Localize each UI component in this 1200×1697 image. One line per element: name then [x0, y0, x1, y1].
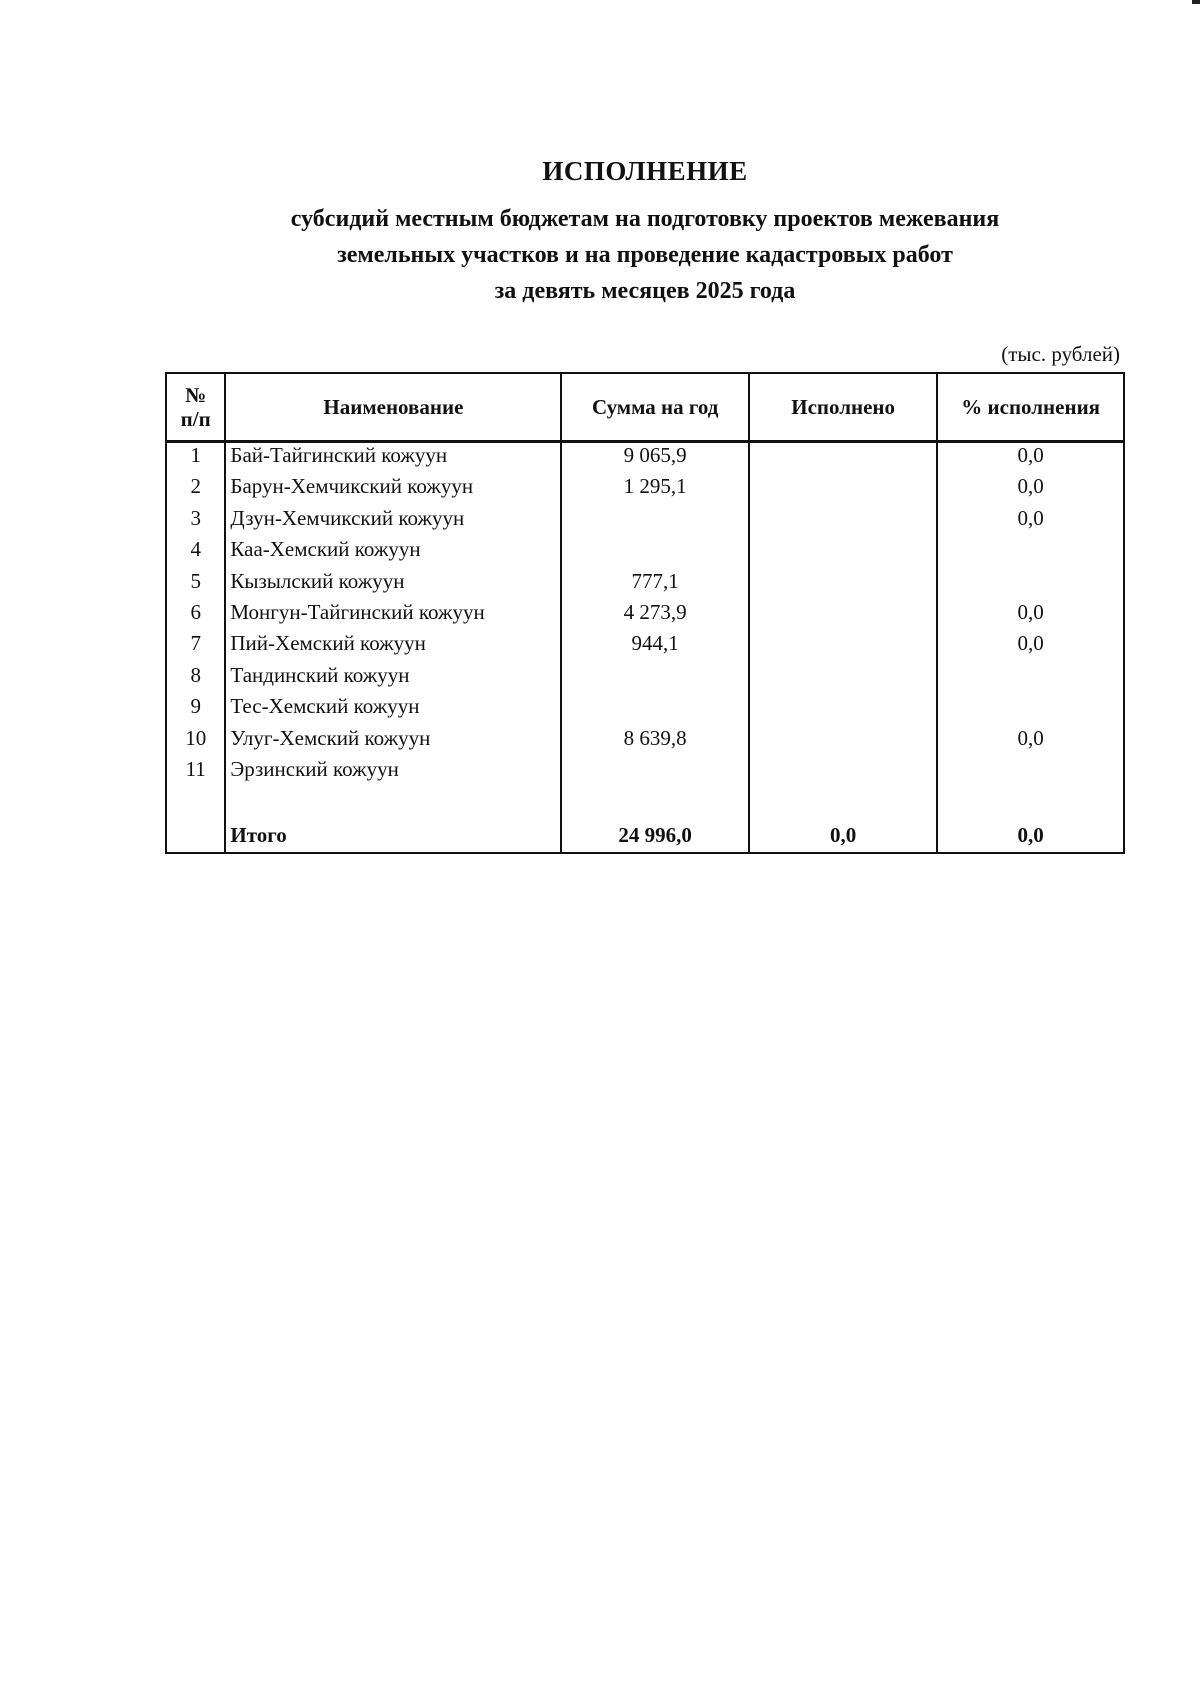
row-pct [937, 537, 1124, 568]
row-pct [937, 569, 1124, 600]
row-name: Тандинский кожуун [225, 663, 561, 694]
row-done [749, 442, 937, 475]
row-number: 10 [166, 726, 225, 757]
table-row [166, 506, 1124, 537]
total-pct: 0,0 [937, 818, 1124, 853]
header-number [166, 373, 225, 442]
table-row [166, 600, 1124, 631]
row-number: 6 [166, 600, 225, 631]
header-number-line2: п/п [180, 407, 211, 431]
total-row [166, 818, 1124, 853]
row-pct: 0,0 [937, 506, 1124, 537]
spacer-row [166, 788, 1124, 818]
row-sum [561, 663, 749, 694]
row-done [749, 474, 937, 505]
row-pct: 0,0 [937, 631, 1124, 662]
row-number: 3 [166, 506, 225, 537]
row-name: Пий-Хемский кожуун [225, 631, 561, 662]
row-sum: 1 295,1 [561, 474, 749, 505]
row-sum: 4 273,9 [561, 600, 749, 631]
execution-table [165, 372, 1125, 854]
row-done [749, 694, 937, 725]
spacer-cell [166, 788, 225, 818]
row-sum [561, 694, 749, 725]
subtitle-line-1: субсидий местным бюджетам на подготовку проектов межевания [290, 206, 1000, 232]
row-sum: 944,1 [561, 631, 749, 662]
table-row [166, 569, 1124, 600]
row-pct: 0,0 [937, 600, 1124, 631]
row-name: Кызылский кожуун [225, 569, 561, 600]
row-sum [561, 537, 749, 568]
row-name: Бай-Тайгинский кожуун [225, 442, 561, 475]
total-no-cell [166, 818, 225, 853]
row-name: Улуг-Хемский кожуун [225, 726, 561, 757]
row-sum [561, 757, 749, 788]
table-row [166, 694, 1124, 725]
spacer-cell [937, 788, 1124, 818]
row-name: Монгун-Тайгинский кожуун [225, 600, 561, 631]
row-done [749, 506, 937, 537]
row-pct: 0,0 [937, 442, 1124, 475]
row-number: 5 [166, 569, 225, 600]
row-name: Эрзинский кожуун [225, 757, 561, 788]
table-row [166, 631, 1124, 662]
row-done [749, 726, 937, 757]
units-note: (тыс. рублей) [1001, 342, 1120, 366]
row-sum: 8 639,8 [561, 726, 749, 757]
row-pct [937, 694, 1124, 725]
total-done: 0,0 [749, 818, 937, 853]
subtitle-line-3: за девять месяцев 2025 года [494, 278, 796, 304]
subtitle-line-2: земельных участков и на проведение кадастровых работ [337, 242, 953, 268]
row-sum: 777,1 [561, 569, 749, 600]
table-row [166, 474, 1124, 505]
document-title: ИСПОЛНЕНИЕ [542, 156, 748, 186]
row-name: Барун-Хемчикский кожуун [225, 474, 561, 505]
spacer-cell [225, 788, 561, 818]
row-number: 4 [166, 537, 225, 568]
row-sum: 9 065,9 [561, 442, 749, 475]
table-row [166, 726, 1124, 757]
row-done [749, 537, 937, 568]
row-number: 8 [166, 663, 225, 694]
row-name: Каа-Хемский кожуун [225, 537, 561, 568]
table-row [166, 663, 1124, 694]
header-sum: Сумма на год [561, 373, 749, 442]
table-row [166, 537, 1124, 568]
header-done: Исполнено [749, 373, 937, 442]
table-body [166, 442, 1124, 854]
row-number: 9 [166, 694, 225, 725]
total-sum: 24 996,0 [561, 818, 749, 853]
row-pct [937, 757, 1124, 788]
table-header-row [166, 373, 1124, 442]
header-number-line1: № [185, 383, 207, 407]
row-sum [561, 506, 749, 537]
table-row [166, 757, 1124, 788]
row-done [749, 600, 937, 631]
row-number: 7 [166, 631, 225, 662]
row-pct: 0,0 [937, 726, 1124, 757]
header-name: Наименование [225, 373, 561, 442]
header-pct: % исполнения [937, 373, 1124, 442]
row-number: 2 [166, 474, 225, 505]
row-pct [937, 663, 1124, 694]
row-done [749, 757, 937, 788]
row-name: Тес-Хемский кожуун [225, 694, 561, 725]
row-done [749, 569, 937, 600]
row-number: 11 [166, 757, 225, 788]
spacer-cell [749, 788, 937, 818]
row-number: 1 [166, 442, 225, 475]
total-label: Итого [225, 818, 561, 853]
scan-mark [1192, 0, 1200, 4]
row-done [749, 663, 937, 694]
row-name: Дзун-Хемчикский кожуун [225, 506, 561, 537]
table-row [166, 442, 1124, 475]
row-pct: 0,0 [937, 474, 1124, 505]
row-done [749, 631, 937, 662]
spacer-cell [561, 788, 749, 818]
